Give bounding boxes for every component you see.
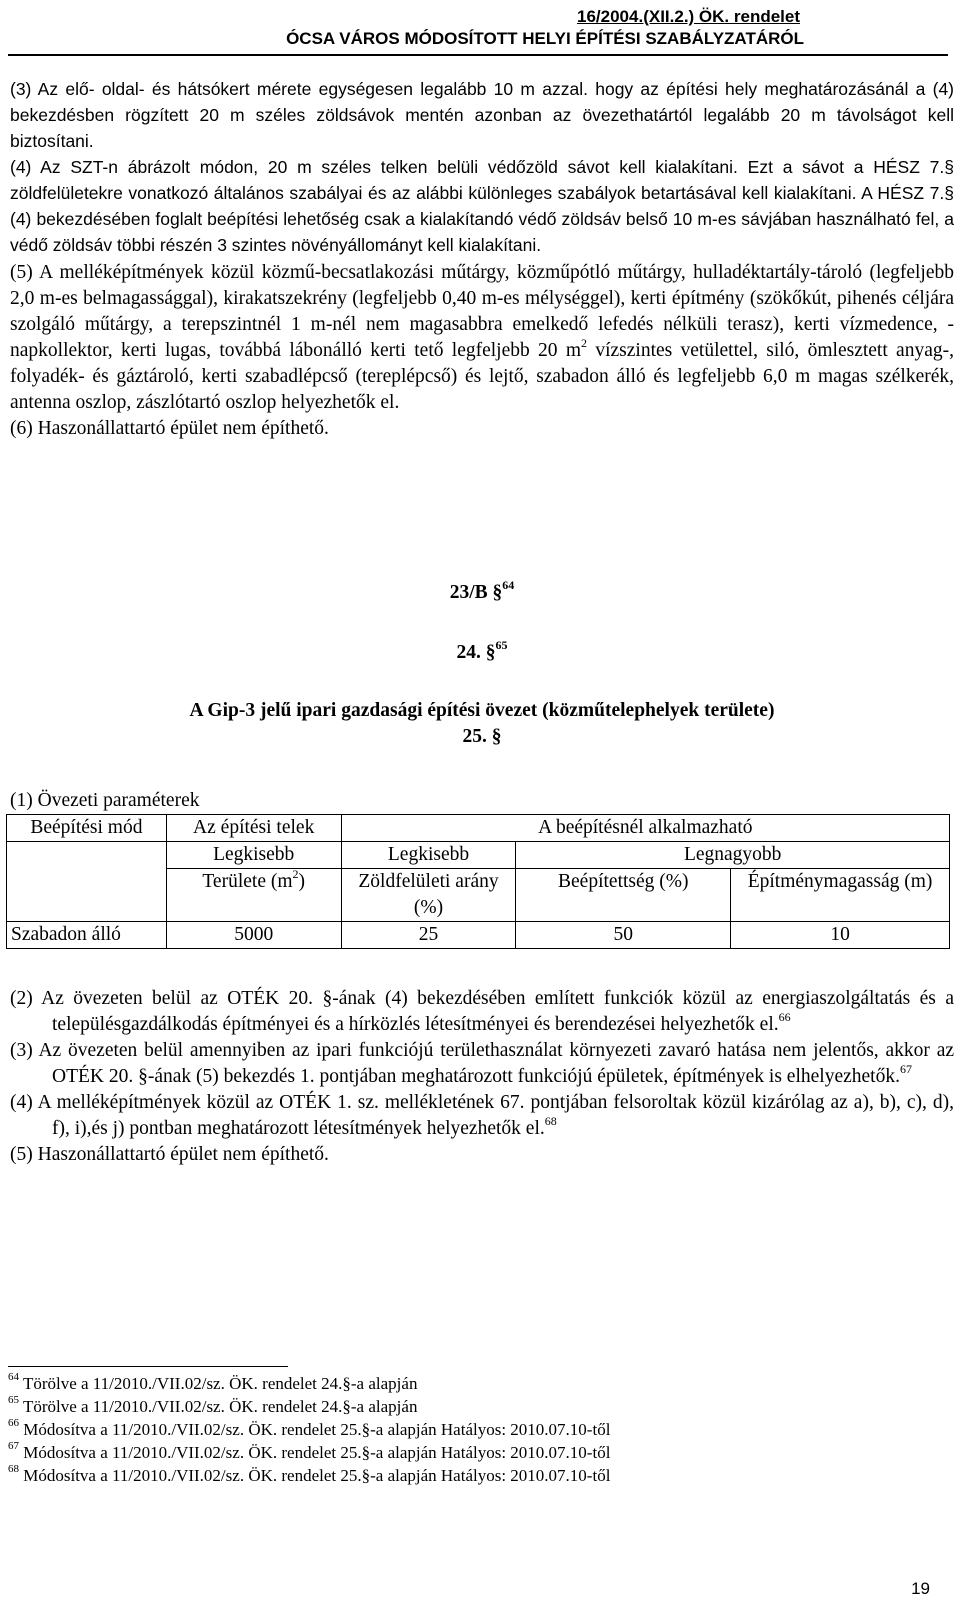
heading-23b: 23/B §$^{64}$ bbox=[449, 578, 515, 603]
paragraph-5: (5) A melléképítmények közül közmű-becsatlakozási műtárgy, közműpótló műtárgy, hulladéktartály-tároló (legfeljebb 2,0 m-es belmagassággal), kirakatszekrény (legfeljebb 0,40 m-es mélységgel), kerti építmény (szökőkút, pihenés céljára szolgáló műtárgy, a terepszintnél 1 m-nél nem magasabbra emelkedő lefedés nélküli terasz), kerti vízmedence, -napkollektor, kerti lugas, továbbá lábonálló kerti tető legfeljebb 20 $m^2$ vízszintes vetülettel, siló, ömlesztett anyag-, folyadék- és gáztároló, kerti szabadlépcső (tereplépcső) és lejtő, szabadon álló és legfeljebb 6,0 m magas szélkerék, antenna oszlop, zászlótartó oszlop helyezhetők el. bbox=[10, 262, 954, 413]
footnote-text: Törölve a 11/2010./VII.02/sz. ÖK. rendelet 24.§-a alapján bbox=[19, 1397, 418, 1416]
zone-parameters-table bbox=[6, 814, 950, 949]
heading-25: 25. § bbox=[462, 726, 502, 747]
footnote bbox=[8, 1373, 908, 1395]
footnote-number: 66 bbox=[8, 1417, 19, 1429]
value-area: 5000 bbox=[166, 922, 341, 949]
footnote-number: 67 bbox=[8, 1440, 19, 1452]
header-min-green: Legkisebb bbox=[341, 842, 516, 869]
page-header bbox=[0, 6, 960, 50]
footnote-text: Módosítva a 11/2010./VII.02/sz. ÖK. rendelet 25.§-a alapján Hatályos: 2010.07.10-től bbox=[19, 1443, 611, 1462]
page-number: 19 bbox=[911, 1579, 930, 1598]
paragraph-6: (6) Haszonállattartó épület nem építhető. bbox=[10, 418, 329, 439]
table-caption: (1) Övezeti paraméterek bbox=[10, 790, 200, 811]
paragraph-4: (4) Az SZT-n ábrázolt módon, 20 m széles telken belüli védőzöld sávot kell kialakítani. Ezt a sávot a HÉSZ 7.§ zöldfelületekre vonatkozó általános szabályai és az alábbi különleges szabályok betartásával kell kialakítani. A HÉSZ 7.§ (4) bekezdésében foglalt beépítési lehetőség csak a kialakítandó védő zöldsáv belső 10 m-es sávjában használható fel, a védő zöldsáv többi részén 3 szintes növényállományt kell kialakítani. bbox=[10, 157, 954, 255]
header-building-height: Építménymagasság (m) bbox=[731, 869, 950, 922]
footnote-number: 65 bbox=[8, 1394, 19, 1406]
footnote-rule bbox=[8, 1366, 288, 1367]
paragraph-2: (2) Az övezeten belül az OTÉK 20. §-ának (4) bekezdésében említett funkciók közül az energiaszolgáltatás és a településgazdálkodás építményei és a hírközlés létesítményei és berendezései helyezhetők el.$^{66}$ bbox=[10, 988, 954, 1035]
empty-cell bbox=[7, 842, 167, 922]
footnote bbox=[8, 1465, 908, 1487]
paragraph-5b: (5) Haszonállattartó épület nem építhető. bbox=[10, 1144, 329, 1165]
row-building-mode: Szabadon álló bbox=[7, 922, 167, 949]
footnote bbox=[8, 1419, 908, 1441]
paragraph-3: (3) Az elő- oldal- és hátsókert mérete egységesen legalább 10 m azzal. hogy az építési hely meghatározásánál a (4) bekezdésben rögzített 20 m széles zöldsávok mentén azonban az övezethatártól legalább 20 m távolságot kell biztosítani. bbox=[10, 79, 954, 151]
header-min-area: Legkisebb bbox=[166, 842, 341, 869]
value-green-ratio: 25 bbox=[341, 922, 516, 949]
header-area: Területe $(m^2)$ bbox=[166, 869, 341, 922]
header-applicable: A beépítésnél alkalmazható bbox=[341, 815, 949, 842]
header-title: ÓCSA VÁROS MÓDOSÍTOTT HELYI ÉPÍTÉSI SZABÁLYZATÁRÓL bbox=[286, 29, 804, 48]
footnote-number: 68 bbox=[8, 1463, 19, 1475]
table-row bbox=[7, 922, 950, 949]
body-lower bbox=[10, 986, 954, 1168]
footnote-text: Módosítva a 11/2010./VII.02/sz. ÖK. rendelet 25.§-a alapján Hatályos: 2010.07.10-től bbox=[19, 1466, 611, 1485]
footnote-number: 64 bbox=[8, 1371, 19, 1383]
header-decree-number: 16/2004.(XII.2.) ÖK. rendelet bbox=[577, 7, 800, 26]
header-building-mode: Beépítési mód bbox=[7, 815, 167, 842]
value-coverage: 50 bbox=[516, 922, 731, 949]
value-building-height: 10 bbox=[731, 922, 950, 949]
superscript: 2 bbox=[581, 336, 588, 350]
header-building-lot: Az építési telek bbox=[166, 815, 341, 842]
heading-24: 24. §$^{65}$ bbox=[456, 638, 508, 663]
header-coverage: Beépítettség (%) bbox=[516, 869, 731, 922]
footnote-text: Módosítva a 11/2010./VII.02/sz. ÖK. rendelet 25.§-a alapján Hatályos: 2010.07.10-től bbox=[19, 1420, 611, 1439]
footnote bbox=[8, 1396, 908, 1418]
paragraph-3b: (3) Az övezeten belül amennyiben az ipari funkciójú területhasználat környezeti zavaró hatása nem jelentős, akkor az OTÉK 20. §-ának (5) bekezdés 1. pontjában meghatározott funkciójú épületek, építmények is elhelyezhetők.$^{67}$ bbox=[10, 1040, 954, 1087]
footnote-text: Törölve a 11/2010./VII.02/sz. ÖK. rendelet 24.§-a alapján bbox=[19, 1374, 418, 1393]
paragraph-4b: (4) A melléképítmények közül az OTÉK 1. sz. mellékletének 67. pontjában felsoroltak közül kizárólag az a), b), c), d), f), i),és j) pontban meghatározott létesítmények helyezhetők el.$^{68}$ bbox=[10, 1092, 954, 1139]
header-rule bbox=[8, 54, 948, 56]
zone-title: A Gip-3 jelű ipari gazdasági építési övezet (közműtelephelyek területe) bbox=[189, 700, 775, 721]
body-upper bbox=[10, 76, 954, 442]
header-green-ratio: Zöldfelületi arány (%) bbox=[341, 869, 516, 922]
footnote bbox=[8, 1442, 908, 1464]
header-max: Legnagyobb bbox=[516, 842, 950, 869]
footnotes bbox=[8, 1373, 908, 1488]
